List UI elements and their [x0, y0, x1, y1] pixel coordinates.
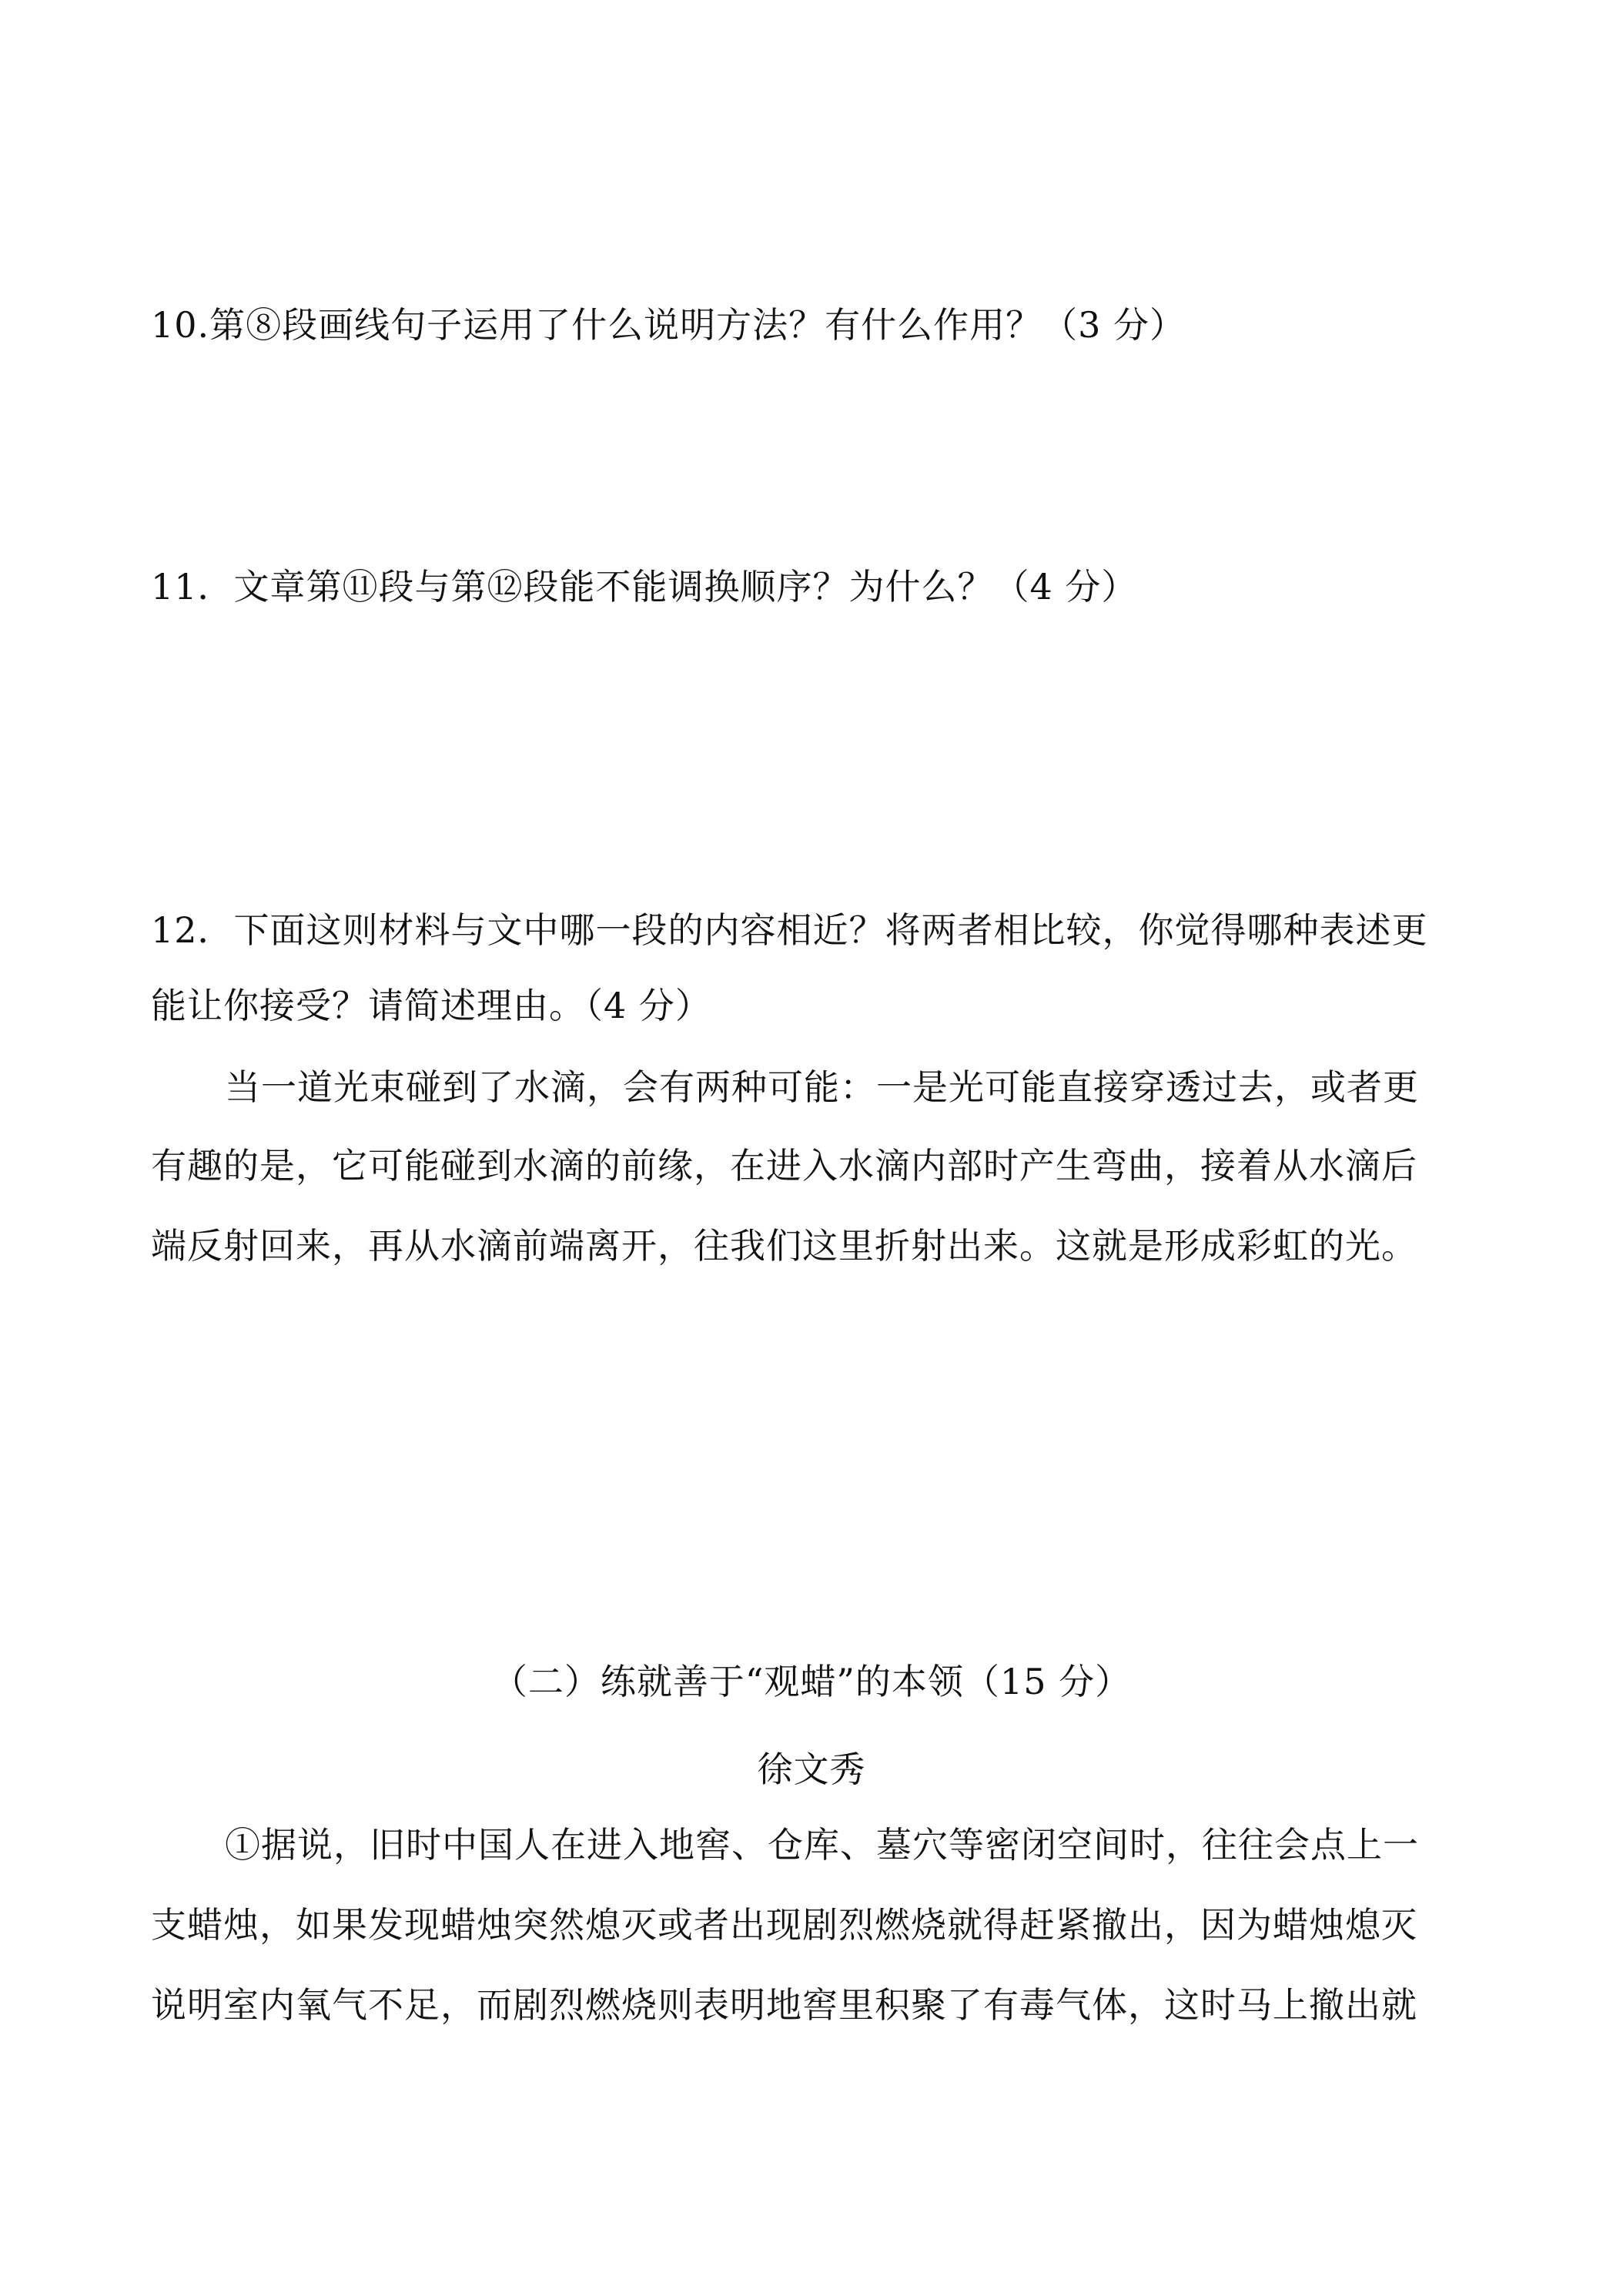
- material-line-2: 有趣的是，它可能碰到水滴的前缘，在进入水滴内部时产生弯曲，接着从水滴后: [151, 1145, 1417, 1186]
- question-10: 10.第⑧段画线句子运用了什么说明方法？有什么作用？（3 分）: [151, 304, 1186, 346]
- section-author: 徐文秀: [757, 1749, 866, 1790]
- question-12-line-1: 12．下面这则材料与文中哪一段的内容相近？将两者相比较，你觉得哪种表述更: [151, 909, 1428, 951]
- paragraph-1-line-3: 说明室内氧气不足，而剧烈燃烧则表明地窖里积聚了有毒气体，这时马上撤出就: [151, 1984, 1417, 2026]
- question-12-line-2: 能让你接受？请简述理由。（4 分）: [151, 985, 711, 1026]
- paragraph-1-line-2: 支蜡烛，如果发现蜡烛突然熄灭或者出现剧烈燃烧就得赶紧撤出，因为蜡烛熄灭: [151, 1904, 1417, 1946]
- question-11: 11．文章第⑪段与第⑫段能不能调换顺序？为什么？（4 分）: [151, 566, 1138, 607]
- section-title: （二）练就善于“观蜡”的本领（15 分）: [491, 1661, 1132, 1702]
- material-line-3: 端反射回来，再从水滴前端离开，往我们这里折射出来。这就是形成彩虹的光。: [151, 1225, 1417, 1267]
- paragraph-1-line-1: ①据说，旧时中国人在进入地窖、仓库、墓穴等密闭空间时，往往会点上一: [225, 1824, 1419, 1866]
- material-line-1: 当一道光束碰到了水滴，会有两种可能：一是光可能直接穿透过去，或者更: [225, 1066, 1419, 1108]
